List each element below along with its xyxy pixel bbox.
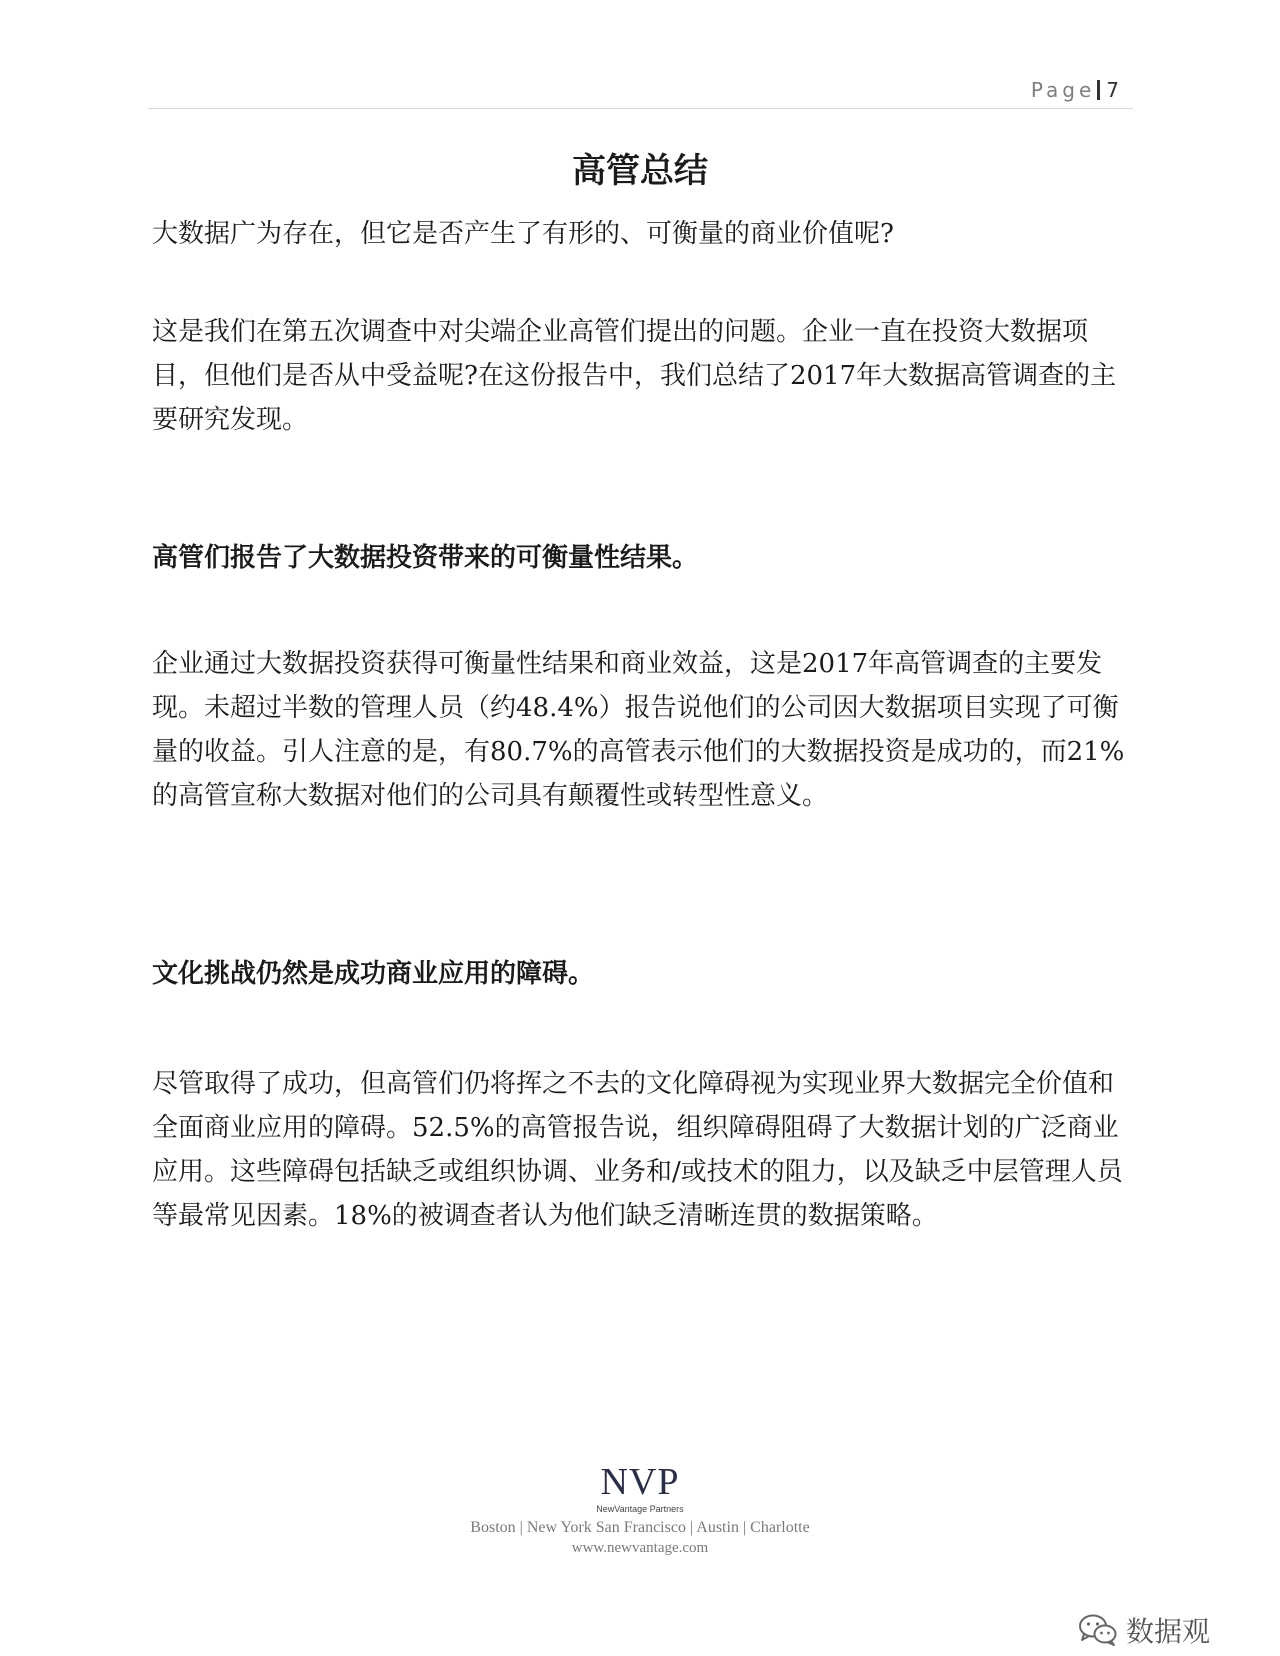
page-number-label [1031, 78, 1119, 102]
page-header [148, 78, 1133, 109]
section1-body: 企业通过大数据投资获得可衡量性结果和商业效益，这是2017年高管调查的主要发现。未超过半数的管理人员（约48.4%）报告说他们的公司因大数据项目实现了可衡量的收益。引人注意的是，有80.7%的高管表示他们的大数据投资是成功的，而21%的高管宣称大数据对他们的公司具有颠覆性或转型性意义。 [152, 649, 1125, 811]
watermark [1078, 1610, 1210, 1650]
intro-question: 大数据广为存在，但它是否产生了有形的、可衡量的商业价值呢? [152, 219, 894, 249]
intro-body: 这是我们在第五次调查中对尖端企业高管们提出的问题。企业一直在投资大数据项目，但他们是否从中受益呢?在这份报告中，我们总结了2017年大数据高管调查的主要研究发现。 [152, 317, 1117, 435]
section1-heading: 高管们报告了大数据投资带来的可衡量性结果。 [152, 543, 699, 573]
section2-heading: 文化挑战仍然是成功商业应用的障碍。 [152, 959, 595, 989]
page-title: 高管总结 [572, 151, 708, 191]
wechat-icon [1078, 1613, 1118, 1647]
page-divider [1097, 80, 1100, 100]
company-name: NewVantage Partners [596, 1504, 684, 1514]
page-number: 7 [1106, 78, 1119, 102]
company-url: www.newvantage.com [571, 1540, 709, 1556]
page-label: Page [1030, 78, 1096, 102]
office-cities: Boston | New York San Francisco | Austin | Charlotte [470, 1519, 810, 1536]
watermark-text: 数据观 [1126, 1615, 1211, 1648]
nvp-logo: NVP [600, 1461, 680, 1503]
section2-body: 尽管取得了成功，但高管们仍将挥之不去的文化障碍视为实现业界大数据完全价值和全面商业应用的障碍。52.5%的高管报告说，组织障碍阻碍了大数据计划的广泛商业应用。这些障碍包括缺乏或组织协调、业务和/或技术的阻力，以及缺乏中层管理人员等最常见因素。18%的被调查者认为他们缺乏清晰连贯的数据策略。 [152, 1069, 1123, 1231]
footer [0, 1462, 1280, 1558]
